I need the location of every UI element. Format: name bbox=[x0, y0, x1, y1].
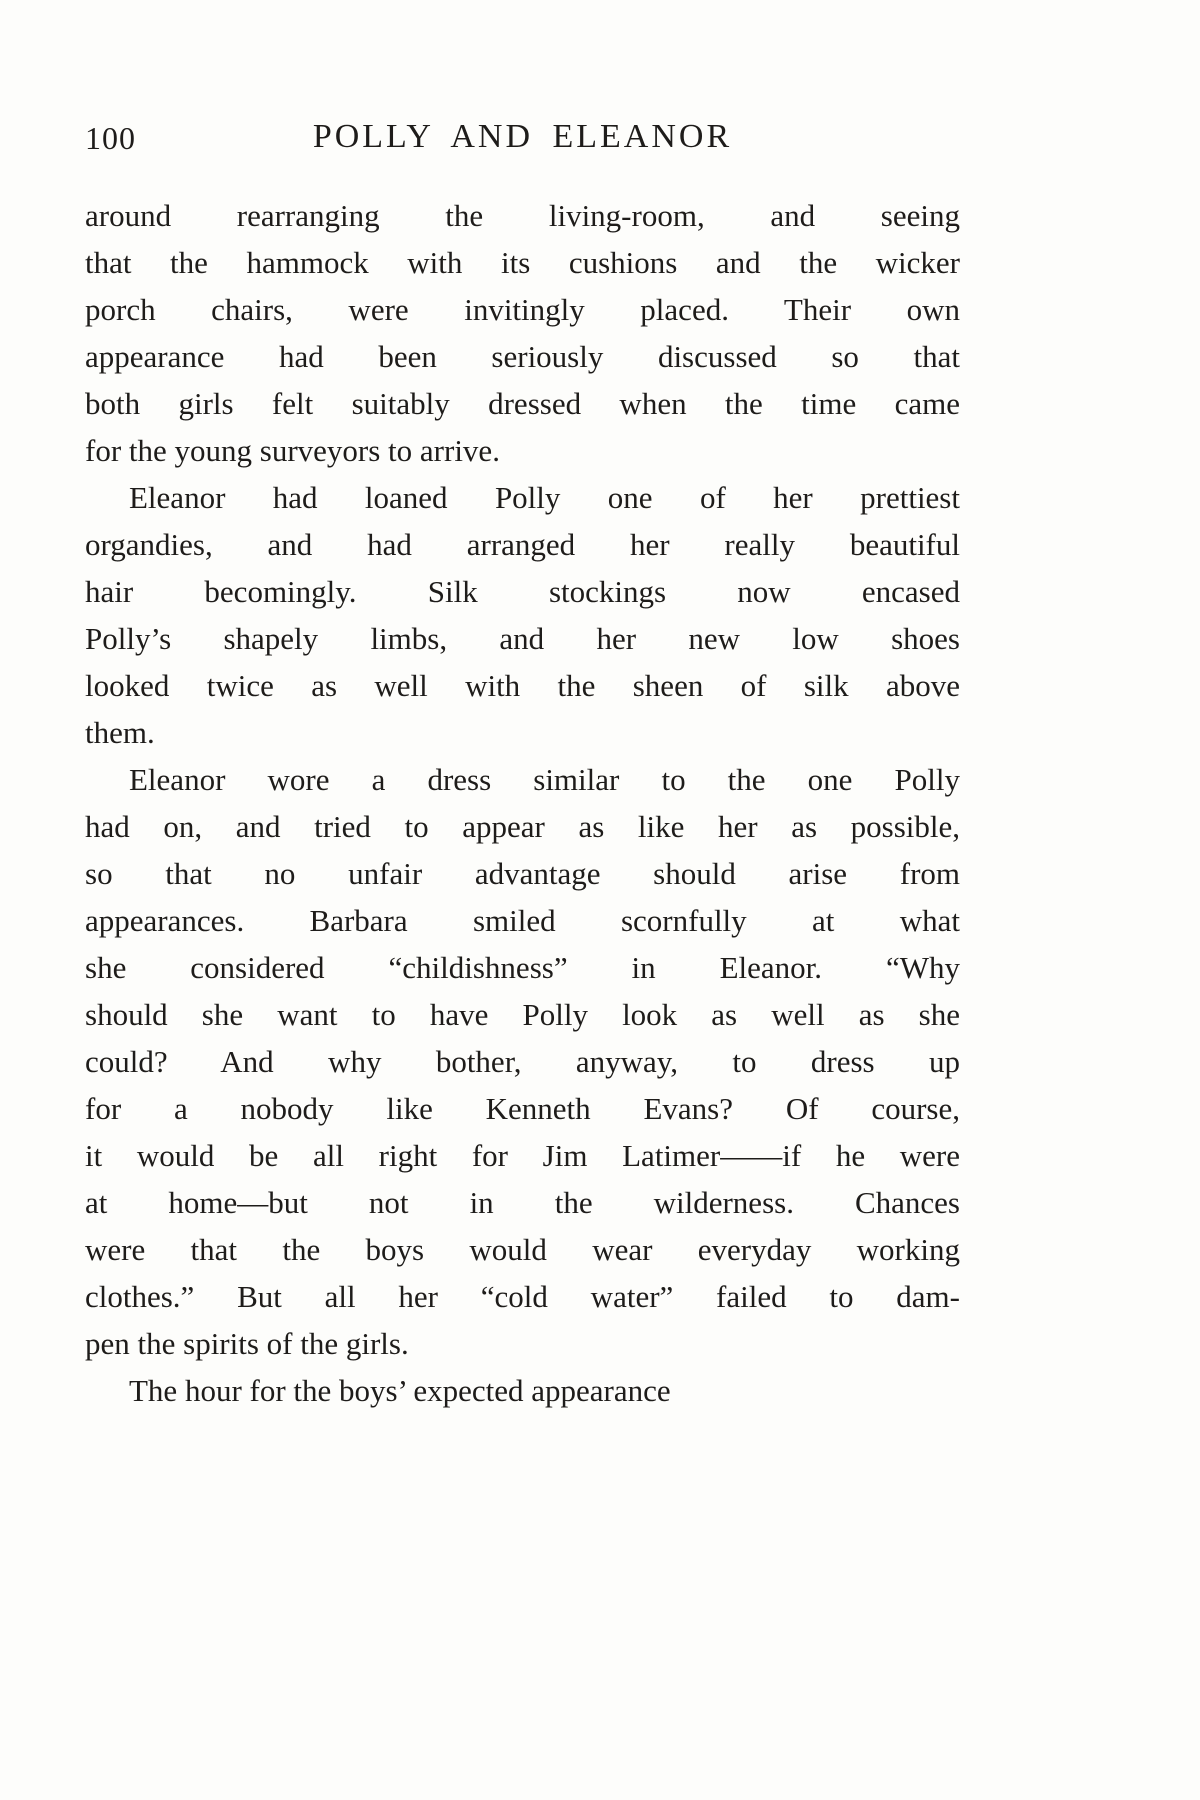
text-line: looked twice as well with the sheen of silk above bbox=[85, 668, 960, 703]
text-line: had on, and tried to appear as like her as possible, bbox=[85, 809, 960, 844]
paragraph bbox=[85, 756, 960, 1367]
text-line: that the hammock with its cushions and the wicker bbox=[85, 245, 960, 280]
text-line: appearance had been seriously discussed so that bbox=[85, 339, 960, 374]
paragraph bbox=[85, 474, 960, 756]
text-line: porch chairs, were invitingly placed. Their own bbox=[85, 292, 960, 327]
text-line: Eleanor had loaned Polly one of her prettiest bbox=[129, 480, 960, 515]
paragraph bbox=[85, 1367, 960, 1414]
text-line: for a nobody like Kenneth Evans? Of course, bbox=[85, 1091, 960, 1126]
page-body bbox=[85, 192, 960, 1414]
text-line: so that no unfair advantage should arise from bbox=[85, 856, 960, 891]
text-line: at home—but not in the wilderness. Chances bbox=[85, 1185, 960, 1220]
running-title: POLLY AND ELEANOR bbox=[312, 118, 733, 155]
text-line: both girls felt suitably dressed when the time came bbox=[85, 386, 960, 421]
text-line: it would be all right for Jim Latimer——if he were bbox=[85, 1138, 960, 1173]
text-line: organdies, and had arranged her really beautiful bbox=[85, 527, 960, 562]
text-line: should she want to have Polly look as well as she bbox=[85, 997, 960, 1032]
text-line: pen the spirits of the girls. bbox=[85, 1326, 409, 1361]
text-line: were that the boys would wear everyday working bbox=[85, 1232, 960, 1267]
text-line: Polly’s shapely limbs, and her new low shoes bbox=[85, 621, 960, 656]
text-line: Eleanor wore a dress similar to the one Polly bbox=[129, 762, 960, 797]
text-line: appearances. Barbara smiled scornfully at what bbox=[85, 903, 960, 938]
text-line: around rearranging the living-room, and seeing bbox=[85, 198, 960, 233]
text-line: clothes.” But all her “cold water” failed to dam- bbox=[85, 1279, 960, 1314]
text-line: them. bbox=[85, 715, 155, 750]
text-line: could? And why bother, anyway, to dress up bbox=[85, 1044, 960, 1079]
paragraph bbox=[85, 192, 960, 474]
text-line: she considered “childishness” in Eleanor. “Why bbox=[85, 950, 960, 985]
text-line: The hour for the boys’ expected appearance bbox=[129, 1373, 671, 1408]
page-number: 100 bbox=[85, 120, 136, 156]
page-header bbox=[85, 118, 960, 166]
text-line: hair becomingly. Silk stockings now encased bbox=[85, 574, 960, 609]
text-line: for the young surveyors to arrive. bbox=[85, 433, 500, 468]
